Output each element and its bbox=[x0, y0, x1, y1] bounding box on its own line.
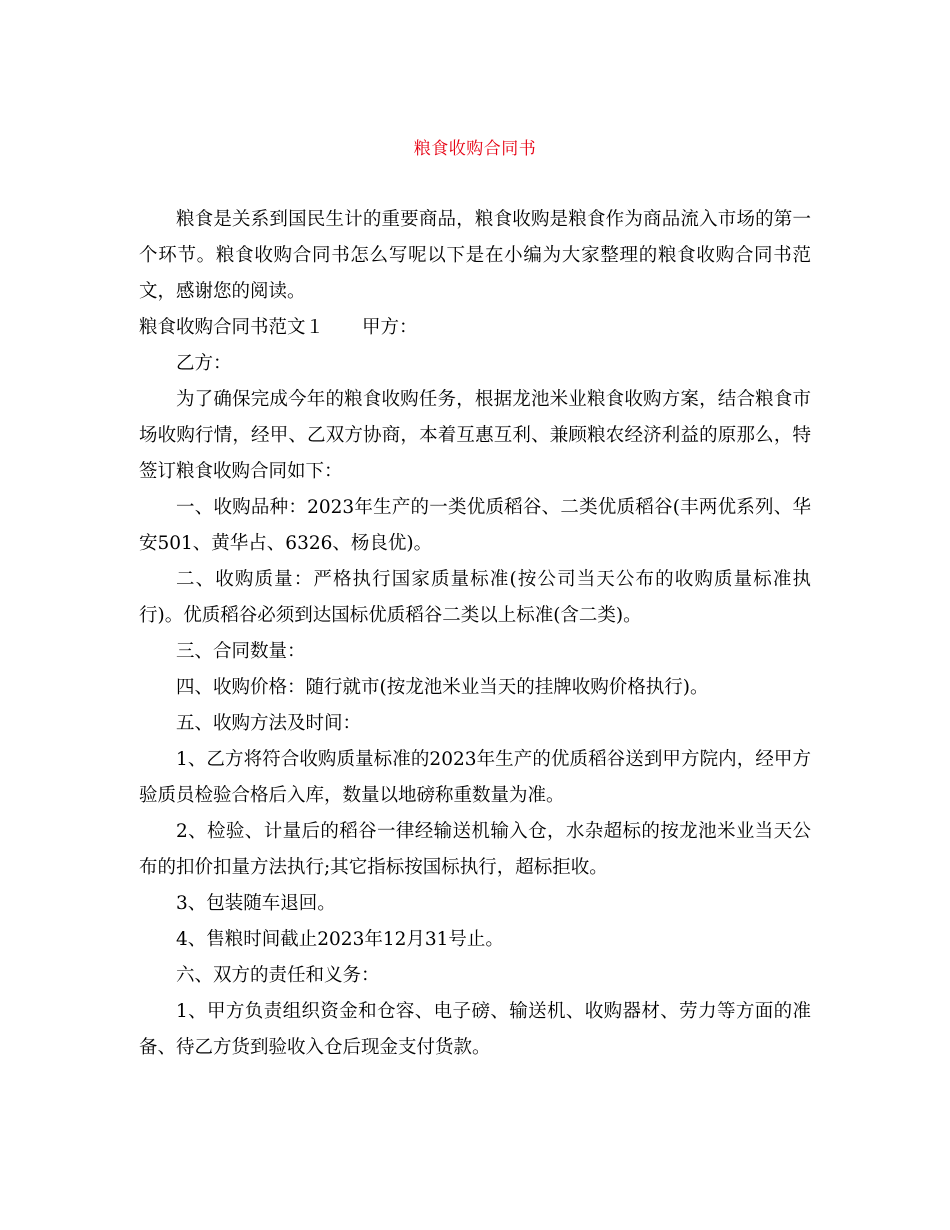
clause-paragraph: 4、售粮时间截止2023年12月31号止。 bbox=[176, 929, 504, 950]
clause-paragraph: 一、收购品种：2023年生产的一类优质稻谷、二类优质稻谷(丰两优系列、华安501、黄华占、6326、杨良优)。 bbox=[139, 497, 811, 554]
clause-paragraph: 五、收购方法及时间： bbox=[176, 713, 362, 734]
party-a-label: 甲方： bbox=[362, 317, 418, 338]
document-title: 粮食收购合同书 bbox=[413, 139, 537, 159]
clause-paragraph: 1、乙方将符合收购质量标准的2023年生产的优质稻谷送到甲方院内，经甲方验质员检验合格后入库，数量以地磅称重数量为准。 bbox=[139, 749, 811, 806]
clause-paragraph: 四、收购价格：随行就市(按龙池米业当天的挂牌收购价格执行)。 bbox=[176, 677, 709, 698]
purpose-paragraph: 为了确保完成今年的粮食收购任务，根据龙池米业粮食收购方案，结合粮食市场收购行情，经甲、乙双方协商，本着互惠互利、兼顾粮农经济利益的原那么，特签订粮食收购合同如下： bbox=[139, 389, 811, 482]
clause-paragraph: 三、合同数量： bbox=[176, 641, 306, 662]
document-body bbox=[139, 202, 811, 1066]
party-b-label: 乙方： bbox=[176, 353, 232, 374]
clause-paragraph: 二、收购质量：严格执行国家质量标准(按公司当天公布的收购质量标准执行)。优质稻谷必须到达国标优质稻谷二类以上标准(含二类)。 bbox=[139, 569, 811, 626]
clause-paragraph: 2、检验、计量后的稻谷一律经输送机输入仓，水杂超标的按龙池米业当天公布的扣价扣量方法执行;其它指标按国标执行，超标拒收。 bbox=[139, 821, 811, 878]
sample-heading: 粮食收购合同书范文１ bbox=[139, 317, 325, 338]
intro-paragraph: 粮食是关系到国民生计的重要商品，粮食收购是粮食作为商品流入市场的第一个环节。粮食收购合同书怎么写呢以下是在小编为大家整理的粮食收购合同书范文，感谢您的阅读。 bbox=[139, 209, 811, 302]
clause-paragraph: 1、甲方负责组织资金和仓容、电子磅、输送机、收购器材、劳力等方面的准备、待乙方货到验收入仓后现金支付货款。 bbox=[139, 1001, 811, 1058]
sample-heading-line bbox=[139, 310, 811, 346]
clause-paragraph: 六、双方的责任和义务： bbox=[176, 965, 380, 986]
clause-paragraph: 3、包装随车退回。 bbox=[176, 893, 336, 914]
